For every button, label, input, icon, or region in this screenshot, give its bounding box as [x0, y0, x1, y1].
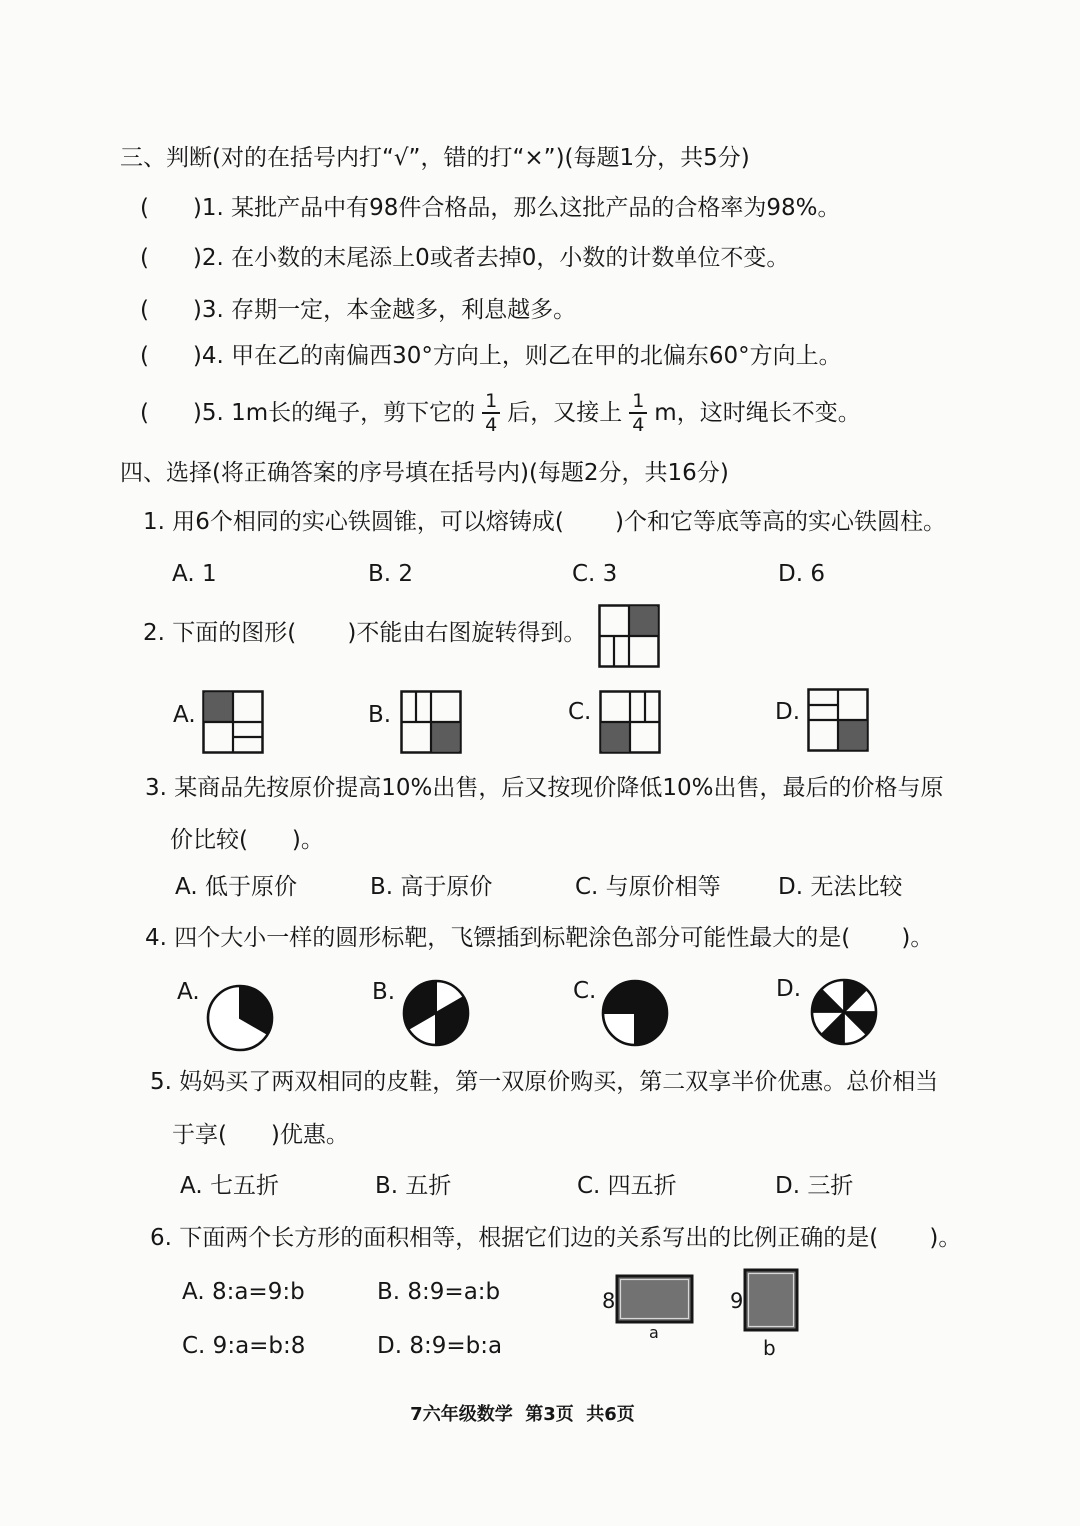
- judgement-item-text: 2. 在小数的末尾添上0或者去掉0，小数的计数单位不变。: [201, 245, 790, 271]
- question-2-option-b-label: B.: [368, 702, 392, 728]
- target-a-figure: [206, 984, 274, 1052]
- rectangle-a-side-label: 8: [602, 1289, 616, 1313]
- question-2-option-b-figure: [400, 690, 462, 754]
- question-3-text-line-2: 价比较( )。: [170, 827, 324, 853]
- question-5-option-c: C. 四五折: [577, 1173, 677, 1199]
- question-4-text: 4. 四个大小一样的圆形标靶，飞镖插到标靶涂色部分可能性最大的是( )。: [145, 925, 934, 951]
- question-3-option-c: C. 与原价相等: [575, 874, 721, 900]
- rectangle-a-bottom-label: a: [649, 1323, 659, 1342]
- answer-bracket: ( ): [140, 343, 202, 369]
- question-2-option-c-label: C.: [568, 699, 592, 725]
- question-5-option-a: A. 七五折: [180, 1173, 279, 1199]
- question-2-option-a-figure: [202, 690, 264, 754]
- question-6-text: 6. 下面两个长方形的面积相等，根据它们边的关系写出的比例正确的是( )。: [150, 1225, 962, 1251]
- shaded-cell: [630, 607, 657, 635]
- fraction-denominator: 4: [632, 414, 645, 436]
- question-2-option-c-figure: [599, 690, 661, 754]
- answer-bracket: ( ): [140, 245, 202, 271]
- rectangle-a: [617, 1276, 692, 1322]
- question-3-option-d: D. 无法比较: [778, 874, 903, 900]
- shaded-cell: [839, 721, 866, 749]
- section-judgement-heading: 三、判断(对的在括号内打“√”，错的打“×”)(每题1分，共5分): [120, 145, 750, 171]
- answer-bracket: ( ): [140, 195, 202, 221]
- judgement-item-text: 3. 存期一定，本金越多，利息越多。: [201, 297, 577, 323]
- question-3-option-b: B. 高于原价: [370, 874, 493, 900]
- rectangle-b-side-label: 9: [730, 1289, 744, 1313]
- section-choice-heading: 四、选择(将正确答案的序号填在括号内)(每题2分，共16分): [120, 460, 729, 486]
- judgement-item-4: [140, 341, 842, 371]
- question-5-text-line-1: 5. 妈妈买了两双相同的皮鞋，第一双原价购买，第二双享半价优惠。总价相当: [150, 1069, 939, 1095]
- rectangles-figure: [600, 1262, 810, 1342]
- question-6-option-b: B. 8:9=a:b: [377, 1279, 501, 1305]
- question-4-option-a-label: A.: [177, 979, 200, 1005]
- target-b-figure: [402, 979, 470, 1047]
- question-1-option-d: D. 6: [778, 561, 825, 587]
- question-2-option-d-label: D.: [775, 699, 801, 725]
- judgement-item-1: [140, 193, 840, 223]
- judgement-item-text-middle: 后，又接上: [507, 400, 623, 426]
- reference-grid-figure: [598, 604, 660, 668]
- question-2-text: 2. 下面的图形( )不能由右图旋转得到。: [143, 620, 587, 646]
- judgement-item-5: [140, 385, 861, 441]
- shaded-cell: [205, 693, 232, 721]
- shaded-cell: [432, 723, 459, 751]
- answer-bracket: ( ): [140, 400, 202, 426]
- fraction: [482, 390, 500, 436]
- question-1-option-a: A. 1: [172, 561, 217, 587]
- judgement-item-2: [140, 243, 789, 273]
- answer-bracket: ( ): [140, 297, 202, 323]
- fraction: [629, 390, 647, 436]
- question-3-option-a: A. 低于原价: [175, 874, 297, 900]
- page-footer: 7六年级数学 第3页 共6页: [410, 1404, 635, 1425]
- rectangle-b: [745, 1270, 797, 1330]
- rectangle-b-bottom-label: b: [763, 1336, 776, 1360]
- target-c-figure: [601, 979, 669, 1047]
- question-1-text: 1. 用6个相同的实心铁圆锥，可以熔铸成( )个和它等底等高的实心铁圆柱。: [143, 509, 947, 535]
- judgement-item-text: 1. 某批产品中有98件合格品，那么这批产品的合格率为98%。: [201, 195, 841, 221]
- judgement-item-text: 4. 甲在乙的南偏西30°方向上，则乙在甲的北偏东60°方向上。: [201, 343, 842, 369]
- fraction-denominator: 4: [485, 414, 498, 436]
- question-3-text-line-1: 3. 某商品先按原价提高10%出售，后又按现价降低10%出售，最后的价格与原: [145, 775, 944, 801]
- judgement-item-text-before: 5. 1m长的绳子，剪下它的: [201, 400, 476, 426]
- judgement-item-text-after: m，这时绳长不变。: [654, 400, 861, 426]
- question-2-option-d-figure: [807, 688, 869, 752]
- question-4-option-c-label: C.: [573, 978, 597, 1004]
- question-1-option-c: C. 3: [572, 561, 618, 587]
- question-2-option-a-label: A.: [173, 702, 196, 728]
- question-5-text-line-2: 于享( )优惠。: [172, 1122, 349, 1148]
- shaded-cell: [602, 723, 629, 751]
- judgement-item-3: [140, 295, 576, 325]
- question-4-option-d-label: D.: [776, 976, 802, 1002]
- question-5-option-d: D. 三折: [775, 1173, 854, 1199]
- question-1-option-b: B. 2: [368, 561, 414, 587]
- question-6-option-a: A. 8:a=9:b: [182, 1279, 305, 1305]
- fraction-numerator: 1: [482, 390, 500, 414]
- question-6-option-d: D. 8:9=b:a: [377, 1333, 503, 1359]
- question-5-option-b: B. 五折: [375, 1173, 452, 1199]
- target-d-figure: [810, 978, 878, 1046]
- fraction-numerator: 1: [629, 390, 647, 414]
- question-6-option-c: C. 9:a=b:8: [182, 1333, 306, 1359]
- question-4-option-b-label: B.: [372, 979, 396, 1005]
